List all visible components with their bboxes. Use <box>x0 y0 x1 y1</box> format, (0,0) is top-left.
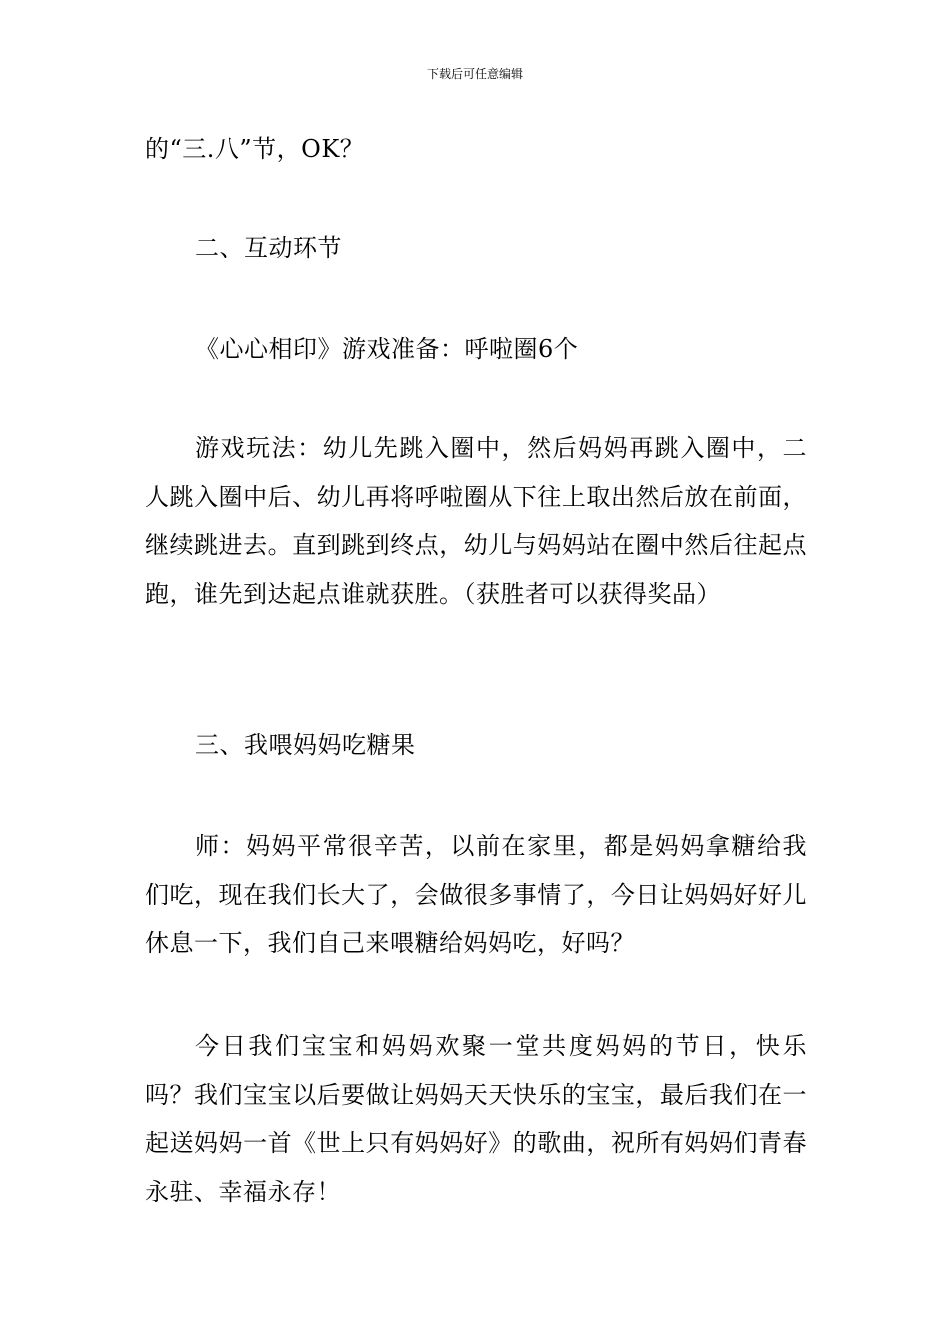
section-heading-candy: 三、我喂妈妈吃糖果 <box>195 731 416 759</box>
game-rules-paragraph: 游戏玩法：幼儿先跳入圈中，然后妈妈再跳入圈中，二人跳入圈中后、幼儿再将呼啦圈从下往上取出然后放在前面，继续跳进去。直到跳到终点，幼儿与妈妈站在圈中然后往起点跑，谁先到达起点谁就获胜。（获胜者可以获得奖品） <box>145 434 807 608</box>
game-preparation-text: 《心心相印》游戏准备：呼啦圈6个 <box>195 335 579 363</box>
section-heading-interaction: 二、互动环节 <box>195 234 342 262</box>
teacher-speech-paragraph: 师：妈妈平常很辛苦，以前在家里，都是妈妈拿糖给我们吃，现在我们长大了，会做很多事情了，今日让妈妈好好儿休息一下，我们自己来喂糖给妈妈吃，好吗？ <box>145 832 807 957</box>
page-header: 下载后可任意编辑 <box>426 67 523 81</box>
paragraph-continuation: 的“三.八”节，OK？ <box>145 135 365 163</box>
closing-paragraph: 今日我们宝宝和妈妈欢聚一堂共度妈妈的节日，快乐吗？我们宝宝以后要做让妈妈天天快乐的宝宝，最后我们在一起送妈妈一首《世上只有妈妈好》的歌曲，祝所有妈妈们青春永驻、幸福永存！ <box>145 1032 807 1206</box>
